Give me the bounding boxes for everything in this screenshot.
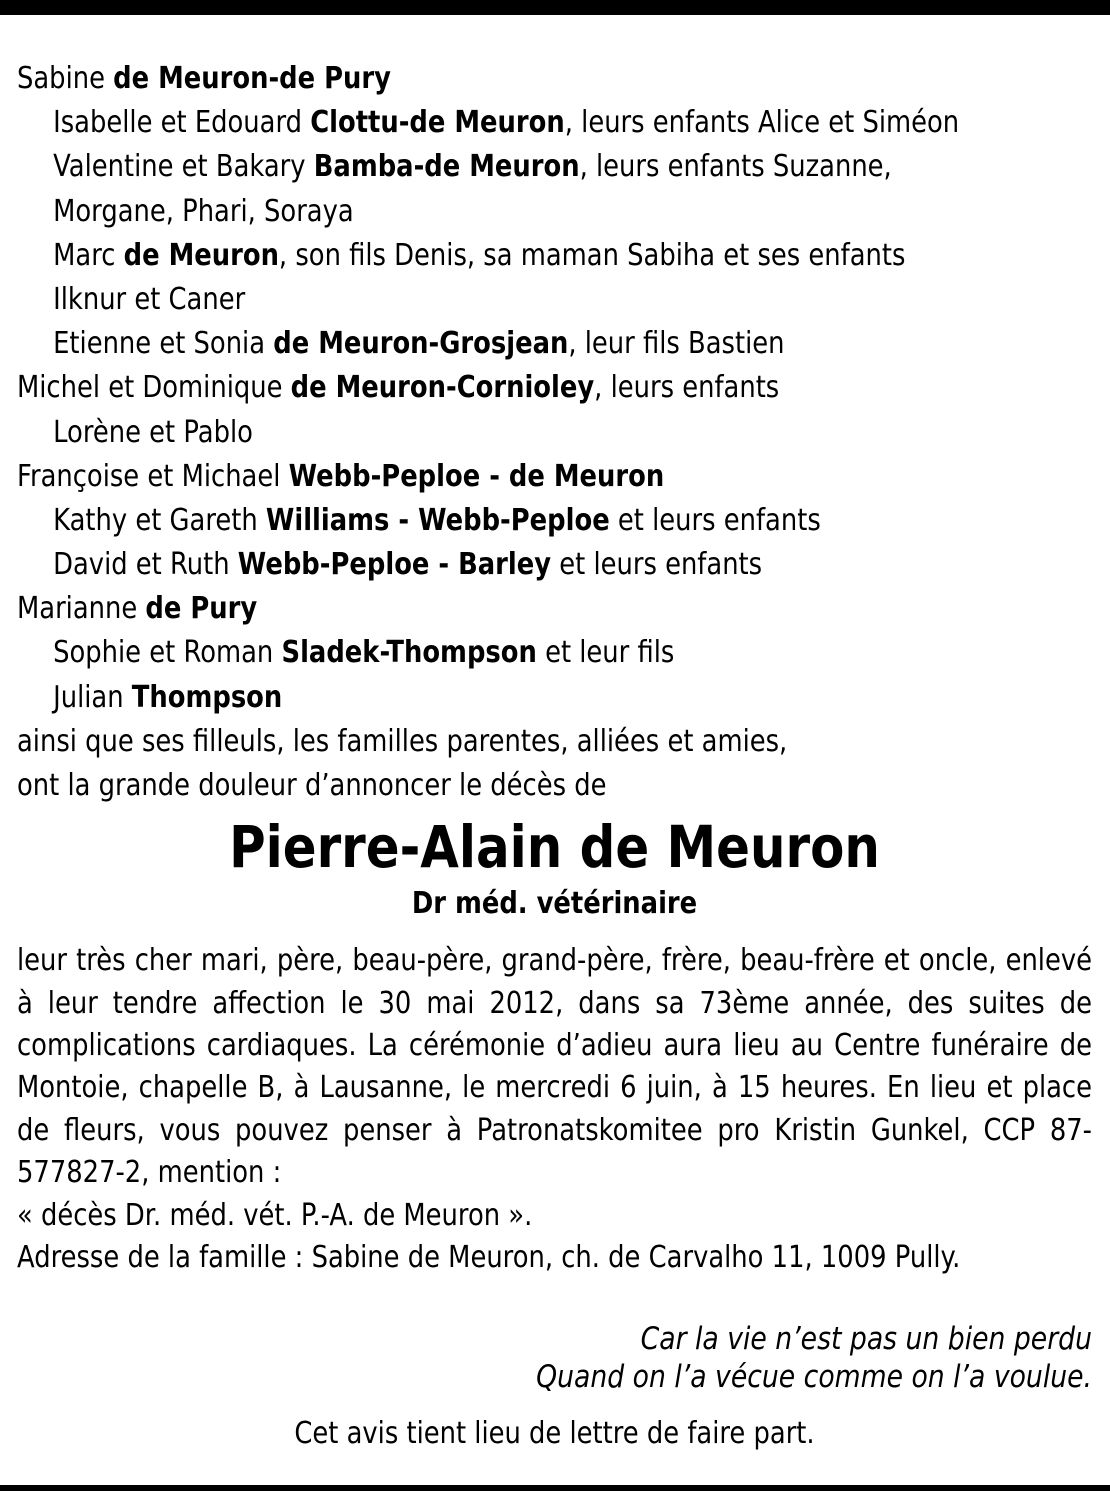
- family-line: Morgane, Phari, Soraya: [53, 193, 354, 229]
- closing-quote: [17, 1320, 1092, 1396]
- announcement-line: ont la grande douleur d’annoncer le décès de: [17, 768, 607, 803]
- bottom-border-rule: [0, 1485, 1110, 1491]
- family-line: Lorène et Pablo: [53, 414, 253, 450]
- donation-mention: « décès Dr. méd. vét. P.-A. de Meuron ».: [17, 1197, 533, 1233]
- family-name: de Pury: [145, 591, 258, 627]
- announcement-line: ainsi que ses filleuls, les familles parentes, alliées et amies,: [17, 723, 788, 759]
- family-line: Valentine et Bakary Bamba-de Meuron, leurs enfants Suzanne,: [53, 149, 892, 185]
- family-line: Julian Thompson: [53, 679, 283, 715]
- top-border-rule: [0, 0, 1110, 15]
- family-line: Ilknur et Caner: [53, 281, 246, 317]
- family-name: Bamba-de Meuron: [313, 149, 580, 185]
- notice-footer: Cet avis tient lieu de lettre de faire part.: [294, 1416, 815, 1452]
- family-address: Adresse de la famille : Sabine de Meuron, ch. de Carvalho 11, 1009 Pully.: [17, 1240, 961, 1276]
- family-line: Michel et Dominique de Meuron-Cornioley, leurs enfants: [17, 370, 780, 406]
- family-line: Françoise et Michael Webb-Peploe - de Meuron: [17, 458, 665, 494]
- family-line: Isabelle et Edouard Clottu-de Meuron, leurs enfants Alice et Siméon: [53, 105, 960, 141]
- notice-body: [17, 940, 1092, 1320]
- family-name: de Meuron-Cornioley: [290, 370, 595, 406]
- deceased-title: Dr méd. vétérinaire: [411, 886, 698, 922]
- obituary-notice: [17, 57, 1092, 1454]
- family-name: Sladek-Thompson: [281, 635, 537, 671]
- quote-line: Car la vie n’est pas un bien perdu: [640, 1321, 1092, 1358]
- family-name: de Meuron-Grosjean: [273, 326, 569, 362]
- family-line: Kathy et Gareth Williams - Webb-Peploe et leurs enfants: [53, 502, 821, 538]
- family-line: Etienne et Sonia de Meuron-Grosjean, leur fils Bastien: [53, 326, 785, 362]
- family-name: de Meuron-de Pury: [113, 61, 391, 96]
- family-name: Thompson: [131, 679, 283, 715]
- notice-paragraph: leur très cher mari, père, beau-père, grand-père, frère, beau-frère et oncle, enlevé à leur tendre affection le 30 mai 2012, dans sa 73ème année, des suites de complications cardiaques. La cérémonie d’adieu aura lieu au Centre funéraire de Montoie, chapelle B, à Lausanne, le mercredi 6 juin, à 15 heures. En lieu et place de fleurs, vous pouvez penser à Patronatskomitee pro Kristin Gunkel, CCP 87-577827-2, mention :: [17, 943, 1092, 1191]
- family-name: Williams - Webb-Peploe: [265, 502, 610, 538]
- family-line: Sophie et Roman Sladek-Thompson et leur fils: [53, 635, 675, 671]
- family-name: Webb-Peploe - Barley: [237, 547, 552, 583]
- family-line: Sabine de Meuron-de Pury: [17, 61, 391, 96]
- family-line: Marc de Meuron, son fils Denis, sa maman Sabiha et ses enfants: [53, 237, 906, 273]
- family-list: [17, 57, 1092, 808]
- deceased-name: Pierre-Alain de Meuron: [229, 813, 880, 882]
- family-line: David et Ruth Webb-Peploe - Barley et leurs enfants: [53, 547, 763, 583]
- family-name: de Meuron: [123, 237, 279, 273]
- family-line: Marianne de Pury: [17, 591, 258, 627]
- family-name: Webb-Peploe - de Meuron: [288, 458, 665, 494]
- quote-line: Quand on l’a vécue comme on l’a voulue.: [536, 1359, 1092, 1396]
- family-name: Clottu-de Meuron: [310, 105, 565, 141]
